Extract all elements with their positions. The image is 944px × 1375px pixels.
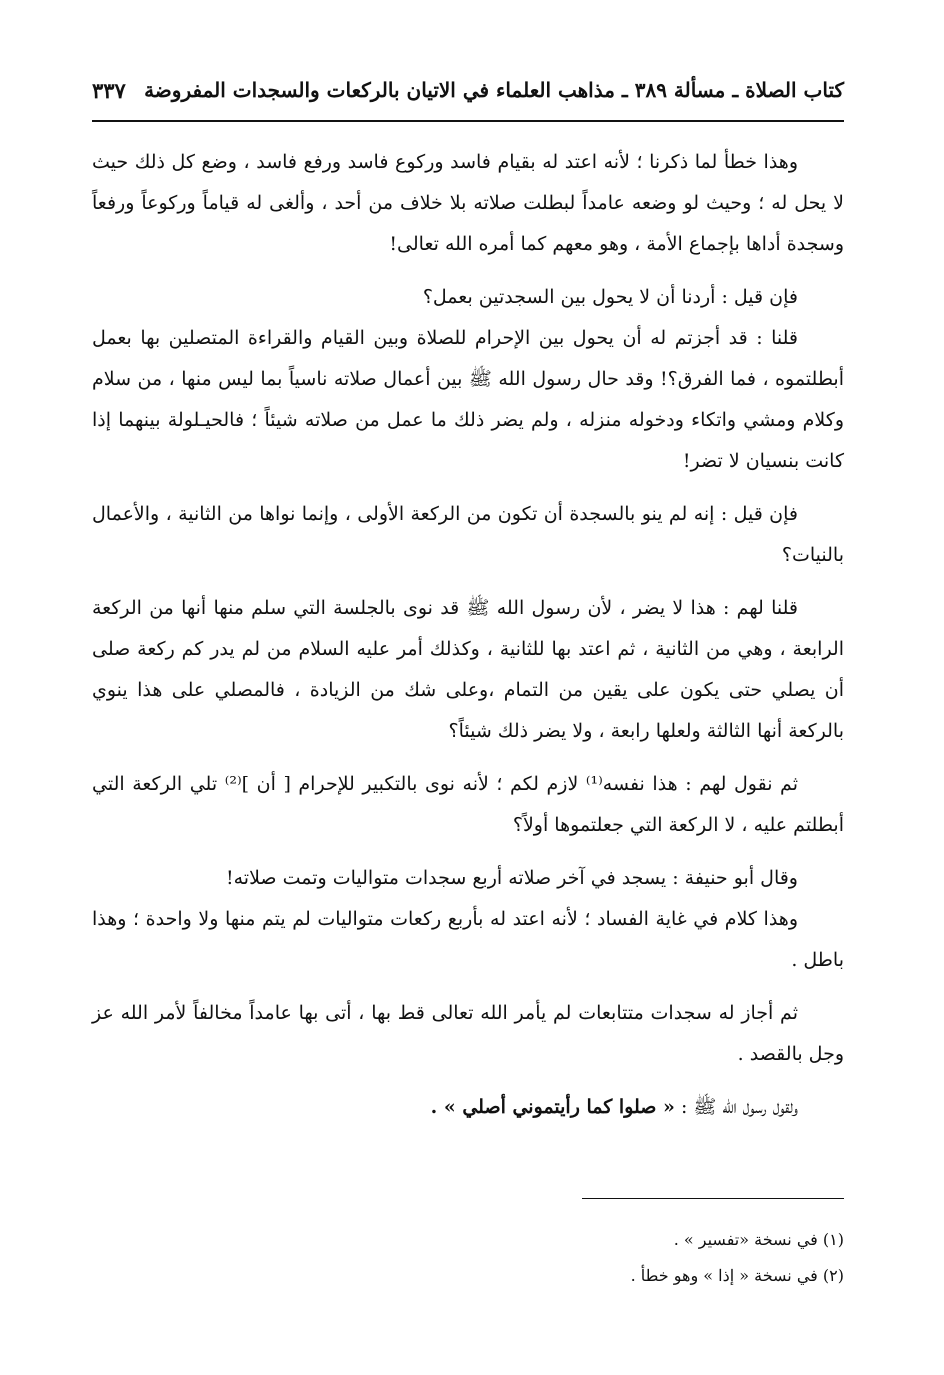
header-title: كتاب الصلاة ـ مسألة ٣٨٩ ـ مذاهب العلماء في الاتيان بالركعات والسجدات المفروضة xyxy=(144,78,844,102)
running-header xyxy=(92,70,844,110)
paragraph: قلنا : قد أجزتم له أن يحول بين الإحرام للصلاة وبين القيام والقراءة المتصلين بها بعمل أبطلتموه ، فما الفرق؟! وقد حال رسول الله ﷺ بين أعمال صلاته ناسياً بما ليس منها ، من سلام وكلام ومشي واتكاء ودخوله منزله ، ولم يضر ذلك ما عمل من صلاته شيئاً ؛ فالحيـلولة بينهما إذا كانت بنسيان لا تضر! xyxy=(92,327,844,472)
header-divider xyxy=(92,120,844,122)
paragraph: فإن قيل : أردنا أن لا يحول بين السجدتين بعمل؟ xyxy=(422,286,798,308)
footnote: (٢) في نسخة « إذا » وهو خطأ . xyxy=(630,1266,844,1285)
main-text xyxy=(92,142,844,1128)
paragraph: وهذا كلام في غاية الفساد ؛ لأنه اعتد له بأربع ركعات متواليات لم يتم منها ولا واحدة ؛ وهذا باطل . xyxy=(92,908,844,971)
paragraph: ثم أجاز له سجدات متتابعات لم يأمر الله تعالى قط بها ، أتى بها عامداً مخالفاً لأمر الله عز وجل بالقصد . xyxy=(92,1002,844,1065)
footnote-divider xyxy=(582,1198,844,1199)
paragraph: وقال أبو حنيفة : يسجد في آخر صلاته أربع سجدات متواليات وتمت صلاته! xyxy=(225,867,798,889)
final-lead: ولقول رسول الله ﷺ : xyxy=(680,1096,798,1118)
paragraph: ثم نقول لهم : هذا نفسه⁽¹⁾ لازم لكم ؛ لأنه نوى بالتكبير للإحرام [ أن ]⁽²⁾ تلي الركعة التي أبطلتم عليه ، لا الركعة التي جعلتموها أولاً؟ xyxy=(92,773,844,836)
footnotes xyxy=(92,1222,844,1294)
paragraph: قلنا لهم : هذا لا يضر ، لأن رسول الله ﷺ قد نوى بالجلسة التي سلم منها أنها من الركعة الرابعة ، وهي من الثانية ، ثم اعتد بها للثانية ، وكذلك أمر عليه السلام من لم يدر كم ركعة صلى أن يصلي حتى يكون على يقين من التمام ،وعلى شك من الزيادة ، فالمصلي على هذا ينوي بالركعة أنها الثالثة ولعلها رابعة ، ولا يضر ذلك شيئاً؟ xyxy=(92,597,844,742)
final-paragraph xyxy=(92,1087,844,1128)
page-number: ٣٣٧ xyxy=(92,77,126,103)
hadith-quote: « صلوا كما رأيتموني أصلي » . xyxy=(430,1096,675,1118)
footnote: (١) في نسخة «تفسير » . xyxy=(673,1230,844,1249)
paragraph: وهذا خطأ لما ذكرنا ؛ لأنه اعتد له بقيام فاسد وركوع فاسد ورفع فاسد ، وضع كل ذلك حيث لا يحل له ؛ وحيث لو وضعه عامداً لبطلت صلاته بلا خلاف من أحد ، وألغى له قياماً وركوعاً ورفعاً وسجدة أداها بإجماع الأمة ، وهو معهم كما أمره الله تعالى! xyxy=(92,151,844,255)
paragraph: فإن قيل : إنه لم ينو بالسجدة أن تكون من الركعة الأولى ، وإنما نواها من الثانية ، والأعمال بالنيات؟ xyxy=(92,503,844,566)
